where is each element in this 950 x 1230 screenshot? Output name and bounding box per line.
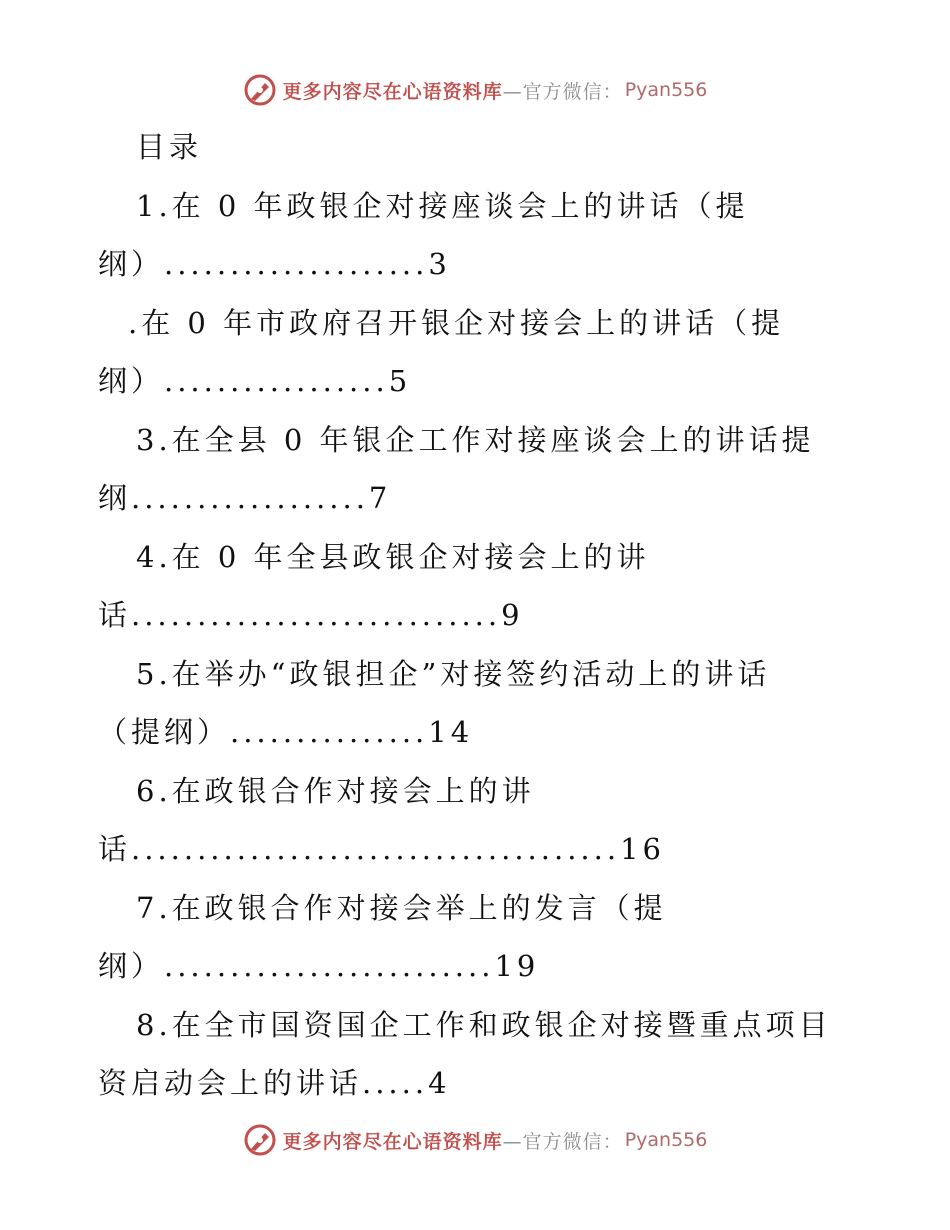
toc-entry-2-line2: 纲）.................5: [98, 364, 412, 398]
toc-entry-4-line1: 4.在 0 年全县政银企对接会上的讲: [136, 539, 650, 574]
watermark-grey-text: —官方微信：: [502, 80, 623, 103]
toc-entry-6-line2: 话.....................................16: [98, 832, 665, 866]
toc-entry-8-line2: 资启动会上的讲话.....4: [98, 1066, 451, 1100]
toc-heading: 目录: [136, 130, 203, 164]
toc-entry-8-line1: 8.在全市国资国企工作和政银企对接暨重点项目: [136, 1007, 832, 1042]
watermark-red-text: 更多内容尽在心语资料库: [282, 80, 503, 103]
toc-entry-4-line2: 话............................9: [98, 598, 524, 632]
toc-entry-2-line1: .在 0 年市政府召开银企对接会上的讲话（提: [128, 305, 785, 340]
toc-entry-3-line1: 3.在全县 0 年银企工作对接座谈会上的讲话提: [136, 422, 815, 457]
toc-entry-6-line1: 6.在政银合作对接会上的讲: [136, 773, 535, 808]
header-watermark: [0, 70, 950, 110]
watermark-wechat-id: Pyan556: [624, 79, 708, 101]
watermark-red-text: 更多内容尽在心语资料库: [282, 1130, 503, 1153]
toc-entry-3-line2: 纲..................7: [98, 481, 392, 515]
toc-entry-7-line2: 纲）.........................19: [98, 949, 540, 983]
footer-watermark: [0, 1120, 950, 1160]
watermark-wechat-id: Pyan556: [624, 1129, 708, 1151]
toc-entry-1-line1: 1.在 0 年政银企对接座谈会上的讲话（提: [136, 188, 749, 223]
pen-logo-icon: [243, 1123, 277, 1157]
toc-entry-7-line1: 7.在政银合作对接会举上的发言（提: [136, 890, 667, 925]
toc-entry-1-line2: 纲）....................3: [98, 247, 451, 281]
toc-entry-5-line1: 5.在举办“政银担企”对接签约活动上的讲话: [136, 656, 771, 691]
toc-entry-5-line2: （提纲）...............14: [98, 715, 474, 749]
table-of-contents: [98, 118, 898, 1113]
watermark-grey-text: —官方微信：: [502, 1130, 623, 1153]
pen-logo-icon: [243, 73, 277, 107]
